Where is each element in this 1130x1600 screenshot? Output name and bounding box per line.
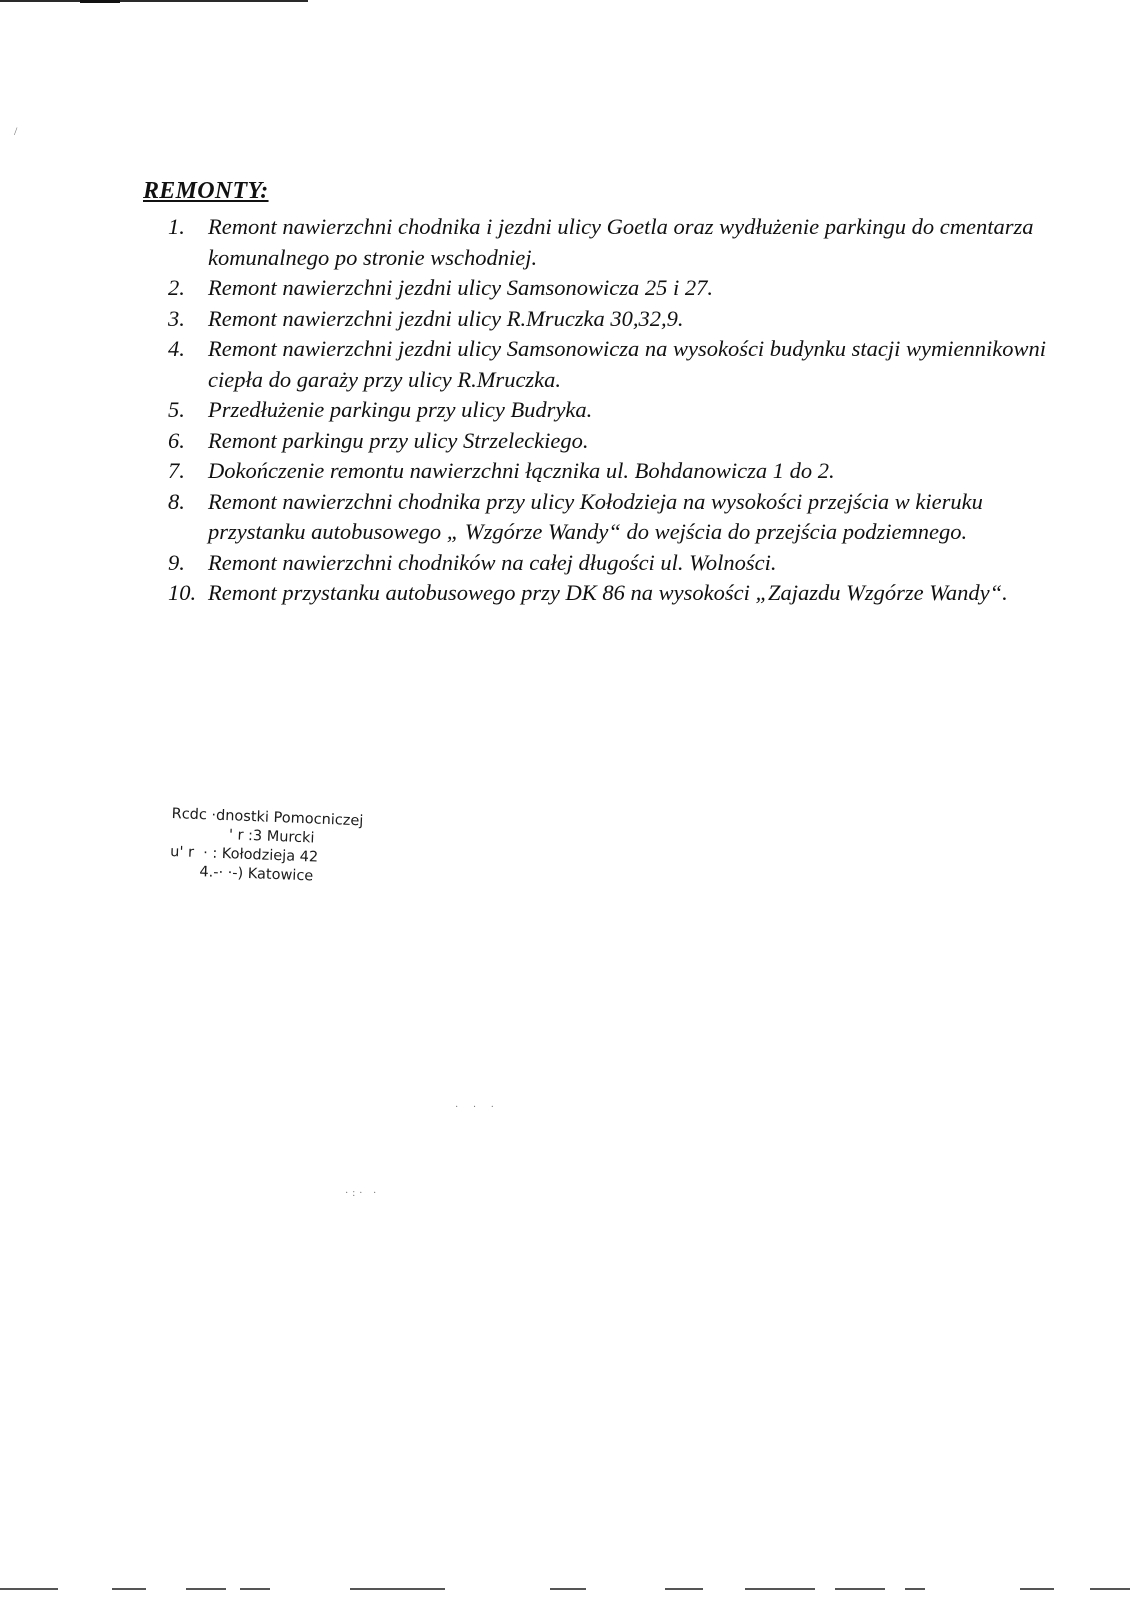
item-text: Remont nawierzchni chodnika i jezdni ulicy Goetla oraz wydłużenie parkingu do cmentarza komunalnego po stronie wschodniej.	[208, 214, 1034, 270]
stamp-line: ' r :3 Murcki	[228, 827, 315, 847]
stamp-line: Rcdc ·dnostki Pomocniczej	[171, 805, 364, 830]
item-number: 2.	[168, 275, 185, 300]
scan-speck: · · ·	[455, 1102, 500, 1113]
list-item	[168, 334, 1068, 395]
item-text: Remont przystanku autobusowego przy DK 86 na wysokości „Zajazdu Wzgórze Wandy“.	[208, 580, 1008, 605]
item-text: Remont parkingu przy ulicy Strzeleckiego.	[208, 427, 589, 453]
item-text: Przedłużenie parkingu przy ulicy Budryka.	[208, 397, 593, 422]
official-stamp	[169, 805, 432, 891]
list-item	[168, 487, 1068, 548]
item-text: Remont nawierzchni jezdni ulicy Samsonowicza na wysokości budynku stacji wymiennikowni ciepła do garaży przy ulicy R.Mruczka.	[208, 336, 1047, 392]
list-item	[168, 212, 1068, 273]
list-item	[168, 395, 1068, 426]
item-number: 4.	[168, 336, 185, 361]
scan-speck: /	[14, 124, 18, 138]
stamp-line: u' r · : Kołodzieja 42	[169, 843, 319, 866]
list-item	[168, 273, 1068, 304]
scan-edge-mark	[80, 0, 120, 3]
item-number: 7.	[168, 458, 185, 483]
section-heading: REMONTY:	[143, 178, 269, 204]
item-number: 9.	[168, 549, 185, 575]
item-number: 8.	[168, 488, 185, 514]
scan-edge-line	[0, 0, 308, 2]
item-number: 10.	[168, 580, 197, 605]
item-text: Remont nawierzchni chodników na całej długości ul. Wolności.	[208, 549, 777, 575]
item-number: 3.	[168, 305, 185, 331]
item-number: 1.	[168, 214, 185, 239]
item-number: 5.	[168, 397, 185, 422]
item-text: Remont nawierzchni jezdni ulicy R.Mruczka 30,32,9.	[208, 305, 684, 331]
list-item	[168, 304, 1068, 335]
item-text: Remont nawierzchni chodnika przy ulicy Kołodzieja na wysokości przejścia w kieruku przystanku autobusowego „ Wzgórze Wandy“ do wejścia do przejścia podziemnego.	[208, 488, 983, 544]
item-text: Remont nawierzchni jezdni ulicy Samsonowicza 25 i 27.	[208, 275, 713, 300]
scan-bottom-edge	[0, 1588, 1130, 1592]
list-item	[168, 456, 1068, 487]
renovation-list	[168, 212, 1068, 609]
item-text: Dokończenie remontu nawierzchni łącznika ul. Bohdanowicza 1 do 2.	[208, 458, 835, 483]
item-number: 6.	[168, 427, 185, 453]
scan-speck: ·:· ·	[345, 1188, 381, 1199]
stamp-line: 4.-· ·-) Katowice	[199, 864, 314, 885]
list-item	[168, 548, 1068, 579]
list-item	[168, 426, 1068, 457]
list-item	[168, 578, 1068, 609]
